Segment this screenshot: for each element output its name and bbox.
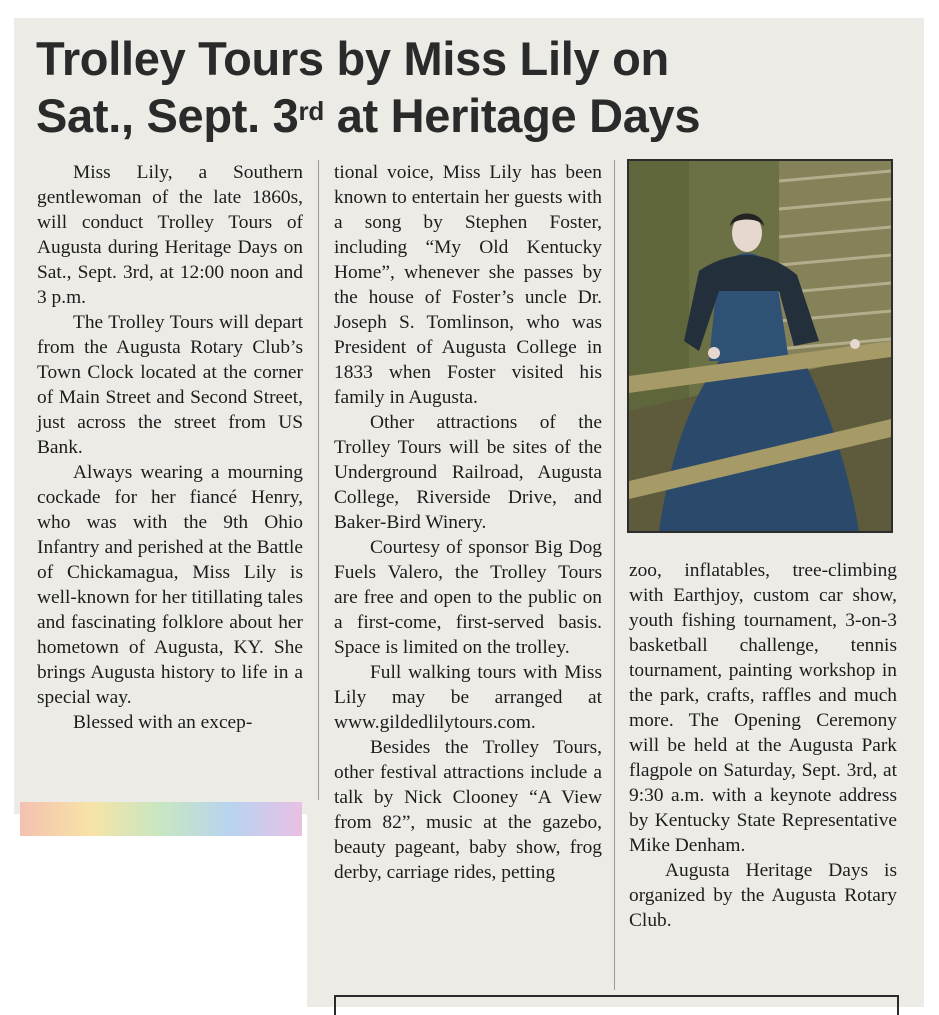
headline-line-2: Sat., Sept. 3 — [36, 89, 299, 142]
miss-lily-photo — [627, 159, 893, 533]
article-column-2 — [334, 160, 602, 885]
headline-ordinal: rd — [298, 96, 324, 126]
paragraph: Courtesy of sponsor Big Dog Fuels Valero, the Trolley Tours are free and open to the public on a first-come, first-served basis. Space is limited on the trolley. — [334, 537, 602, 658]
paragraph: Blessed with an excep- — [73, 712, 253, 733]
paragraph: Full walking tours with Miss Lily may be arranged at www.gildedlilytours.com. — [334, 662, 602, 733]
paragraph: zoo, inflatables, tree-climbing with Earthjoy, custom car show, youth fishing tournament, 3-on-3 basketball challenge, tennis tournament, painting workshop in the park, crafts, raffles and much more. The Opening Ceremony will be held at the Augusta Park flagpole on Saturday, Sept. 3rd, at 9:30 a.m. with a keynote address by Kentucky State Representative Mike Denham. — [629, 560, 897, 856]
color-strip — [20, 802, 302, 836]
adjacent-ad-border — [334, 995, 899, 1015]
article-column-3 — [629, 558, 897, 933]
paragraph: tional voice, Miss Lily has been known to entertain her guests with a song by Stephen Foster, including “My Old Kentucky Home”, whenever she passes by the house of Foster’s uncle Dr. Joseph S. Tomlinson, who was President of Augusta College in 1833 when Foster visited his family in Augusta. — [334, 162, 602, 408]
headline-line-2-end: at Heritage Days — [323, 89, 701, 142]
column-divider — [614, 160, 615, 990]
paragraph: Augusta Heritage Days is organized by the Augusta Rotary Club. — [629, 860, 897, 931]
paragraph: Besides the Trolley Tours, other festival attractions include a talk by Nick Clooney “A View from 82”, music at the gazebo, beauty pageant, baby show, frog derby, carriage rides, petting — [334, 737, 602, 883]
paragraph: Miss Lily, a Southern gentlewoman of the late 1860s, will conduct Trolley Tours of Augusta during Heritage Days on Sat., Sept. 3rd, at 12:00 noon and 3 p.m. — [37, 162, 303, 308]
column-divider — [318, 160, 319, 800]
woman-in-period-dress-image — [629, 161, 891, 531]
paragraph: Always wearing a mourning cockade for her fiancé Henry, who was with the 9th Ohio Infantry and perished at the Battle of Chickamagua, Miss Lily is well-known for her titillating tales and fascinating folklore about her hometown of Augusta, KY. She brings Augusta history to life in a special way. — [37, 462, 304, 708]
headline — [36, 30, 896, 144]
paragraph: The Trolley Tours will depart from the Augusta Rotary Club’s Town Clock located at the corner of Main Street and Second Street, just across the street from US Bank. — [37, 312, 303, 458]
headline-line-1: Trolley Tours by Miss Lily on — [36, 32, 669, 85]
article-column-1 — [37, 160, 303, 735]
paragraph: Other attractions of the Trolley Tours will be sites of the Underground Railroad, Augusta College, Riverside Drive, and Baker-Bird Winery. — [334, 412, 602, 533]
